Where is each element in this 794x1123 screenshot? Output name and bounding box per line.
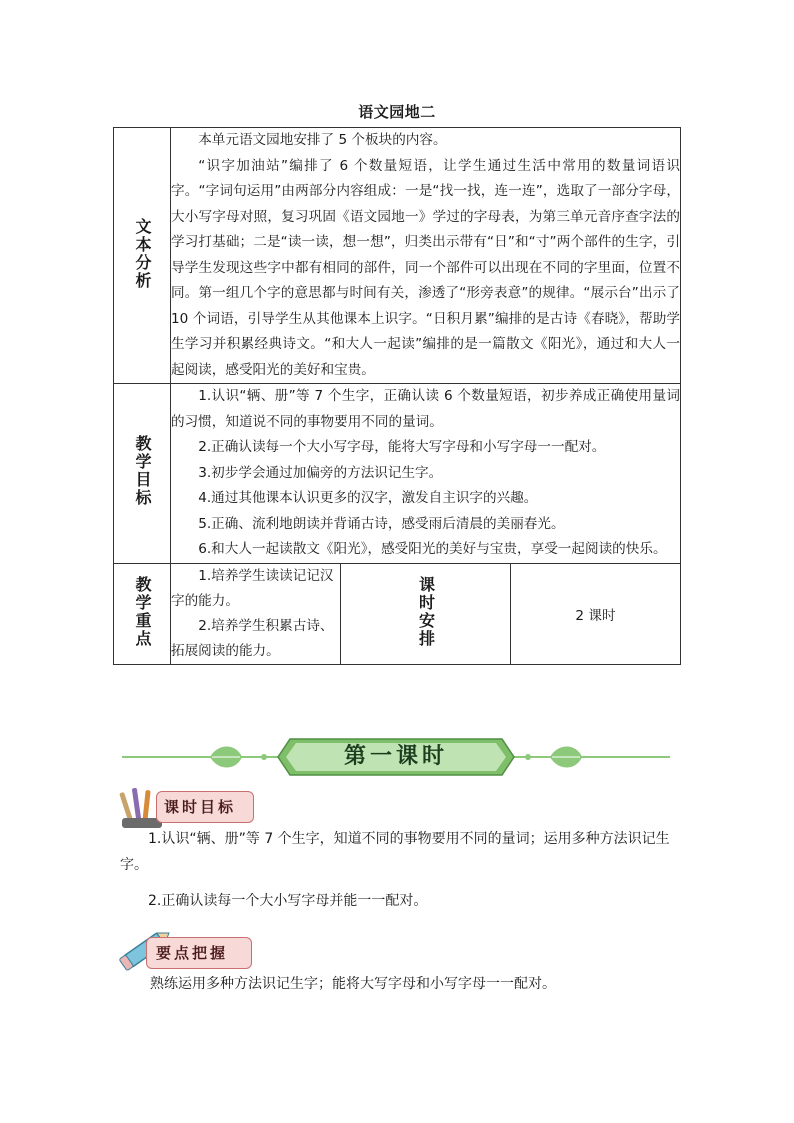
goal-item: 3.初步学会通过加偏旁的方法识记生字。 bbox=[198, 464, 443, 481]
goal-item: 6.和大人一起读散文《阳光》，感受阳光的美好与宝贵，享受一起阅读的快乐。 bbox=[198, 541, 667, 557]
keypoints-header-cell bbox=[114, 563, 171, 664]
analysis-header: 文本分析 bbox=[133, 217, 152, 290]
goals-header: 教学目标 bbox=[133, 435, 152, 508]
key-grasp-badge-label: 要点把握 bbox=[156, 944, 229, 962]
keypoints-row bbox=[114, 563, 681, 664]
analysis-content bbox=[171, 128, 681, 384]
goals-content bbox=[171, 384, 681, 564]
keypoints-header: 教学重点 bbox=[133, 575, 152, 648]
goal-item: 2.正确认读每一个大小写字母，能将大写字母和小写字母一一配对。 bbox=[198, 439, 606, 455]
lesson-goal-item: 1.认识“辆、册”等 7 个生字，知道不同的事物要用不同的量词；运用多种方法识记生字。 bbox=[120, 831, 670, 873]
keypoint-item: 2.培养学生积累古诗、拓展阅读的能力。 bbox=[171, 617, 334, 659]
analysis-paragraph-2: “识字加油站”编排了 6 个数量短语，让学生通过生活中常用的数量词语识字。“字词句运用”由两部分内容组成：一是“找一找，连一连”，选取了一部分字母，大小写字母对照，复习巩固《语文园地一》学过的字母表，为第三单元音序查字法的学习打基础；二是“读一读，想一想”，归类出示带有“日”和“寸”两个部件的生字，引导学生发现这些字中都有相同的部件，同一个部件可以出现在不同的字里面，位置不同。第一组几个字的意思都与时间有关，渗透了“形旁表意”的规律。“展示台”出示了 10 个词语，引导学生从其他课本上识字。“日积月累”编排的是古诗《春晓》，帮助学生学习并积累经典诗文。“和大人一起读”编排的是一篇散文《阳光》，通过和大人一起阅读，感受阳光的美好和宝贵。 bbox=[171, 157, 680, 378]
lesson-goals-badge-label: 课时目标 bbox=[164, 798, 237, 816]
goals-header-cell bbox=[114, 384, 171, 564]
goals-row bbox=[114, 384, 681, 564]
schedule-header-cell bbox=[341, 563, 511, 664]
analysis-paragraph-1: 本单元语文园地安排了 5 个板块的内容。 bbox=[198, 132, 447, 148]
lesson-goal-item: 2.正确认读每一个大小写字母并能一一配对。 bbox=[148, 893, 428, 909]
keypoint-item: 1.培养学生读读记记汉字的能力。 bbox=[171, 567, 334, 609]
page-title: 语文园地二 bbox=[358, 103, 436, 121]
lesson-banner bbox=[118, 735, 674, 779]
analysis-header-cell bbox=[114, 128, 171, 384]
goal-item: 1.认识“辆、册”等 7 个生字，正确认读 6 个数量短语，初步养成正确使用量词的习惯，知道说不同的事物要用不同的量词。 bbox=[171, 388, 680, 430]
lesson-plan-table bbox=[113, 127, 681, 665]
lesson-goals-text bbox=[120, 826, 680, 914]
lesson-banner-title: 第一课时 bbox=[343, 744, 448, 769]
keypoints-content bbox=[171, 563, 341, 664]
goal-item: 5.正确、流利地朗读并背诵古诗，感受雨后清晨的美丽春光。 bbox=[198, 515, 565, 532]
analysis-row bbox=[114, 128, 681, 384]
key-grasp-text: 熟练运用多种方法识记生字；能将大写字母和小写字母一一配对。 bbox=[150, 976, 556, 992]
goal-item: 4.通过其他课本认识更多的汉字，激发自主识字的兴趣。 bbox=[198, 490, 538, 506]
schedule-header: 课时安排 bbox=[416, 575, 436, 648]
schedule-value: 2 课时 bbox=[511, 563, 681, 664]
